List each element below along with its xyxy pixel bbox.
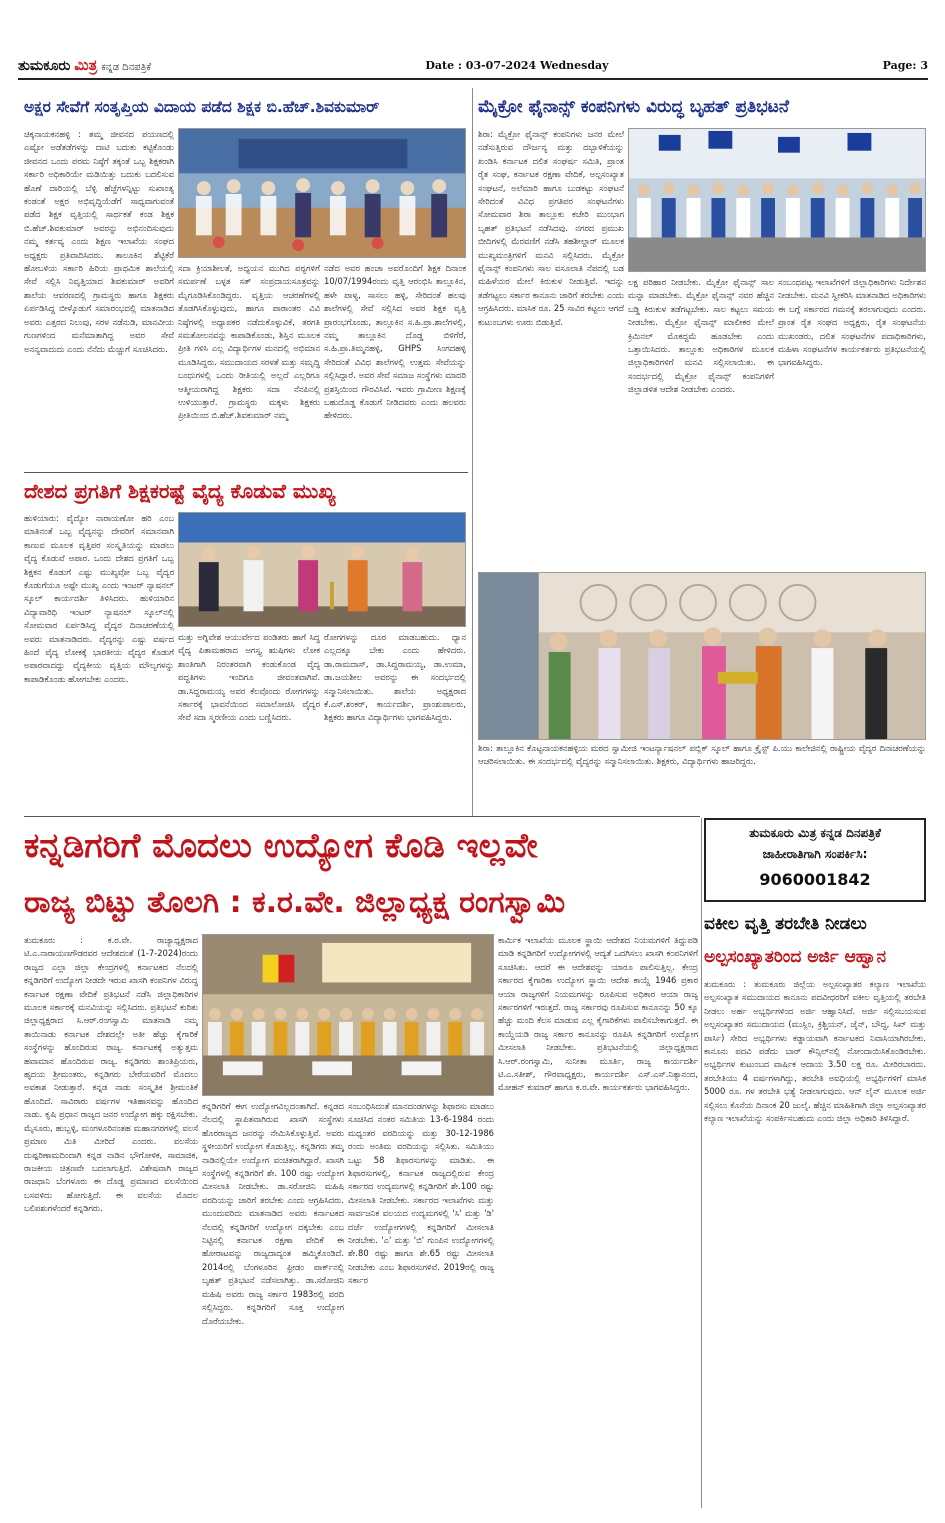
article4-headline-line1: ಕನ್ನಡಿಗರಿಗೆ ಮೊದಲು ಉದ್ಯೋಗ ಕೊಡಿ ಇಲ್ಲವೇ <box>24 826 538 866</box>
article3-caption: ಶಿರಾ: ತಾಲ್ಲೂಕಿನ ಕೊಟ್ಟನಾಯಕನಹಳ್ಳಿಯ ಮಠದ ಸ್ವಾಮೀಜಿ ಇಂಟರ್ನ್ಯಾಷನಲ್ ಪಬ್ಲಿಕ್ ಸ್ಕೂಲ್ ಹಾಗೂ ಕ್ರೈಸ್ಟ್ ಪಿ.ಯು ಕಾಲೇಜಿನಲ್ಲಿ ರಾಷ್ಟ್ರೀಯ ವೈದ್ಯರ ದಿನಾಚರಣೆಯನ್ನು ಆಚರಿಸಲಾಯಿತು. ಈ ಸಂದರ್ಭದಲ್ಲಿ ವೈದ್ಯರನ್ನು ಸನ್ಮಾನಿಸಲಾಯಿತು. ಶಿಕ್ಷಕರು, ವಿದ್ಯಾರ್ಥಿಗಳು ಹಾಜರಿದ್ದರು. <box>478 743 926 767</box>
article2-col1: ಹುಳಿಯಾರು: ವೈದ್ಯೋ ನಾರಾಯಣೋ ಹರಿ ಎಂಬ ಮಾತಿನಂತೆ ಒಬ್ಬ ವೈದ್ಯನನ್ನು ದೇವರಿಗೆ ಸಮಾನವಾಗಿ ಕಾಣುವ ಮೂಲಕ ವೃತ್ತಿಪರ ಸಂಸ್ಕೃತಿಯನ್ನು ಮಾಡಲು ವೈದ್ಯ ಕೊಡುವೆ ಅಪಾರ. ಒಂದು ದೇಶದ ಪ್ರಗತಿಗೆ ಒಬ್ಬ ಶಿಕ್ಷಕನ ಕೊಡುಗೆ ಎಷ್ಟು ಮುಖ್ಯವೋ ಒಬ್ಬ ವೈದ್ಯರ ಕೊಡುಗೆಯೂ ಅಷ್ಟೇ ಮುಖ್ಯ ಎಂದು ಇಂಟರ್ ನ್ಯಾಷನಲ್ ಸ್ಕೂಲ್ ಕಾರ್ಯದರ್ಶಿ ತಿಳಿಸಿದರು. ಹುಳಿಯಾರಿನ ವಿದ್ಯಾವಾರಿಧಿ ಇಂಟರ್ ನ್ಯಾಷನಲ್ ಸ್ಕೂಲ್‌ನಲ್ಲಿ ಸೋಮವಾರ ಏರ್ಪಡಿಸಿದ್ದ ವೈದ್ಯರ ದಿನಾಚರಣೆಯಲ್ಲಿ ಅವರು ಮಾತನಾಡಿದರು. ವೈದ್ಯರನ್ನು ಎಷ್ಟು ವರ್ಷದ ಹಿಂದೆ ವೈದ್ಯ ಲೋಕಕ್ಕೆ ಭಾರತೀಯ ವೈದ್ಯರ ಕೊಡುಗೆ ಅಪಾರವಾದದ್ದು ವೈದ್ಯಕೀಯ ವೃತ್ತಿಯ ಮೌಲ್ಯಗಳನ್ನು ಕಾಪಾಡಿಕೊಂಡು ಹೋಗಬೇಕು ಎಂದರು. <box>24 513 174 684</box>
column-divider-main <box>472 88 473 816</box>
article1-photo <box>178 128 466 258</box>
article2-headline: ದೇಶದ ಪ್ರಗತಿಗೆ ಶಿಕ್ಷಕರಷ್ಟೆ ವೈದ್ಯ ಕೊಡುವೆ ಮುಖ್ಯ <box>24 479 336 503</box>
karave-protest-photo-image <box>203 935 493 1095</box>
article3-col2: ಲಕ್ಷ ಪರಿಹಾರ ನೀಡಬೇಕು. ಮೈಕ್ರೋ ಫೈನಾನ್ಸ್ ಸಾಲ ಮನ್ನಾ ಮಾಡಬೇಕು. ಮೈಕ್ರೋ ಫೈನಾನ್ಸ್ ನವರ ಹೆಚ್ಚಿನ ಬಡ್ಡಿ ಕಿರುಕುಳ ತಡೆಗಟ್ಟಬೇಕು. ಸಾಲ ಕಟ್ಟಲು ಸಮಯ ನೀಡಬೇಕು. ಮೈಕ್ರೋ ಫೈನಾನ್ಸ್ ಮಾಲೀಕರ ಮೇಲೆ ಕ್ರಿಮಿನಲ್ ಮೊಕದ್ದಮೆ ಹೂಡಬೇಕು ಎಂದು ಒತ್ತಾಯಿಸಿದರು. ತಾಲ್ಲೂಕು ಅಧಿಕಾರಿಗಳ ಮೂಲಕ ಜಿಲ್ಲಾಧಿಕಾರಿಗಳಿಗೆ ಮನವಿ ಸಲ್ಲಿಸಲಾಯಿತು. ಈ ಸಂದರ್ಭದಲ್ಲಿ ಮೈಕ್ರೋ ಫೈನಾನ್ಸ್ ಕಂಪನಿಗಳಿಗೆ ಜಿಲ್ಲಾಡಳಿತ ಆದೇಶ ನೀಡಬೇಕು ಎಂದರು. <box>628 277 774 395</box>
article2-col2: ಮತ್ತು ಅಗ್ನಿವೇಶ ಆಯುರ್ವೇದ ಪಂಡಿತರು ಹಾಗೆ ಸಿದ್ಧ ವೈದ್ಯ ಪಿತಾಮಹರಾದ ಅಗಸ್ತ್ಯ ಋಷಿಗಳು ಲೋಕ ಶಾಂತಿಗಾಗಿ ನಿರಂತರವಾಗಿ ಕಂಡುಕೊಂಡ ವೈದ್ಯ ಪದ್ಧತಿಗಳು ಇಂದಿಗೂ ಜೀವಂತವಾಗಿವೆ. ಡಾ.ಸಿದ್ದರಾಮಯ್ಯ ಅವರ ಕೆಲವೊಂದು ರೋಗಗಳನ್ನು ಸರ್ಕಾರಕ್ಕೆ ಭಾವನೆಯಿಂದ ಸಮಾಲೋಚಿಸಿ ವೈದ್ಯರ ಸೇವೆ ಸದಾ ಸ್ಮರಣೀಯ ಎಂದು ಬಣ್ಣಿಸಿದರು. <box>178 632 320 723</box>
ad-line1: ತುಮಕೂರು ಮಿತ್ರ ಕನ್ನಡ ದಿನಪತ್ರಿಕೆ <box>749 826 881 840</box>
article4-col4: ಕಾರ್ಮಿಕ ಇಲಾಖೆಯ ಮೂಲಕ ಸ್ಥಾಯಿ ಆದೇಶದ ನಿಯಮಗಳಿಗೆ ತಿದ್ದುಪಡಿ ಮಾಡಿ ಕನ್ನಡಿಗರಿಗೆ ಉದ್ಯೋಗಗಳಲ್ಲಿ ಆದ್ಯತೆ ಒದಗಿಸಲು ಖಾಸಗಿ ಕಂಪನಿಗಳಿಗೆ ಸೂಚಿಸಿತು. ಆದರೆ ಈ ಆದೇಶವನ್ನು ಯಾರೂ ಪಾಲಿಸುತ್ತಿಲ್ಲ. ಕೇಂದ್ರ ಸರ್ಕಾರದ ಕೈಗಾರಿಕಾ ಉದ್ಯೋಗ ಸ್ಥಾಯಿ ಆದೇಶ ಕಾಯ್ದೆ 1946 ಪ್ರಕಾರ ಆಯಾ ರಾಜ್ಯಗಳಿಗೆ ನಿಯಮಗಳನ್ನು ರೂಪಿಸುವ ಅಧಿಕಾರ ಆಯಾ ರಾಜ್ಯ ಸರ್ಕಾರಗಳಿಗೆ ಇರುತ್ತದೆ. ರಾಜ್ಯ ಸರ್ಕಾರವು ರೂಪಿಸುವ ಕಾನೂನನ್ನು 50 ಕ್ಕೂ ಹೆಚ್ಚು ಮಂದಿ ಕೆಲಸ ಮಾಡುವ ಎಲ್ಲ ಕೈಗಾರಿಕೆಗಳು ಪಾಲಿಸಬೇಕಾಗುತ್ತದೆ. ಈ ಕಾಯ್ದೆಯಡಿ ರಾಜ್ಯ ಸರ್ಕಾರ ಕಾನೂನನ್ನು ರೂಪಿಸಿ ಕನ್ನಡಿಗರಿಗೆ ಉದ್ಯೋಗ ಮೀಸಲಾತಿ ನೀಡಬೇಕು. ಪ್ರತಿಭಟನೆಯಲ್ಲಿ ಜಿಲ್ಲಾಧ್ಯಕ್ಷರಾದ ಸಿ.ಆರ್.ರಂಗಸ್ವಾಮಿ, ಸುನೀತಾ ಮೂರ್ತಿ, ರಾಜ್ಯ ಕಾರ್ಯದರ್ಶಿ ಟಿ.ಎ.ಸತೀಶ್, ಗೌರವಾಧ್ಯಕ್ಷರು, ಕಾರ್ಯದರ್ಶಿ ಎಸ್.ಎಸ್.ನಿತ್ಯಾನಂದ, ಮೋಹನ್ ಕುಮಾರ್ ಹಾಗೂ ಕ.ರ.ವೇ. ಕಾರ್ಯಕರ್ತರು ಭಾಗವಹಿಸಿದ್ದರು. <box>498 935 698 1093</box>
article5-headline-line1: ವಕೀಲ ವೃತ್ತಿ ತರಬೇತಿ ನೀಡಲು <box>704 914 867 934</box>
page-number: Page: 3 <box>882 58 928 72</box>
advertisement-box <box>704 818 926 902</box>
article5-body: ತುಮಕೂರು : ತುಮಕೂರು ಜಿಲ್ಲೆಯ ಅಲ್ಪಸಂಖ್ಯಾತರ ಕಲ್ಯಾಣ ಇಲಾಖೆಯ ಅಲ್ಪಸಂಖ್ಯಾತ ಸಮುದಾಯದ ಕಾನೂನು ಪದವೀಧರರಿಗೆ ವಕೀಲ ವೃತ್ತಿಯಲ್ಲಿ ತರಬೇತಿ ನೀಡಲು ಅರ್ಹ ಅಭ್ಯರ್ಥಿಗಳಿಂದ ಅರ್ಜಿ ಆಹ್ವಾನಿಸಿದೆ. ಅರ್ಜಿ ಸಲ್ಲಿಸಬಯಸುವ ಅಲ್ಪಸಂಖ್ಯಾತರ ಸಮುದಾಯದ (ಮುಸ್ಲಿಂ, ಕ್ರಿಶ್ಚಿಯನ್, ಜೈನ್, ಬೌದ್ಧ, ಸಿಖ್ ಮತ್ತು ಪಾರ್ಸಿ) ಸೇರಿದ ಅಭ್ಯರ್ಥಿಗಳು ಕಡ್ಡಾಯವಾಗಿ ಕರ್ನಾಟಕದ ನಿವಾಸಿಯಾಗಿರಬೇಕು. ಕಾನೂನು ಪದವಿ ಪಡೆದು ಬಾರ್ ಕೌನ್ಸಿಲ್‌ನಲ್ಲಿ ನೋಂದಾಯಿಸಿಕೊಂಡಿರಬೇಕು. ಅಭ್ಯರ್ಥಿಗಳ ಕುಟುಂಬದ ವಾರ್ಷಿಕ ಆದಾಯ 3.50 ಲಕ್ಷ ರೂ. ಮೀರಿರಬಾರದು. ತರಬೇತಿಯು 4 ವರ್ಷಗಳಾಗಿದ್ದು, ತರಬೇತಿ ಅವಧಿಯಲ್ಲಿ ಅಭ್ಯರ್ಥಿಗಳಿಗೆ ಮಾಸಿಕ 5000 ರೂ. ಗಳ ತರಬೇತಿ ಭತ್ಯೆ ನೀಡಲಾಗುವುದು. ಆನ್ ಲೈನ್ ಮೂಲಕ ಅರ್ಜಿ ಸಲ್ಲಿಸಲು ಕೊನೆಯ ದಿನಾಂಕ 20 ಜುಲೈ. ಹೆಚ್ಚಿನ ಮಾಹಿತಿಗಾಗಿ ಜಿಲ್ಲಾ ಅಲ್ಪಸಂಖ್ಯಾತರ ಕಲ್ಯಾಣ ಇಲಾಖೆಯನ್ನು ಸಂಪರ್ಕಿಸಬಹುದು ಎಂದು ಜಿಲ್ಲಾ ಅಧಿಕಾರಿ ತಿಳಿಸಿದ್ದಾರೆ. <box>704 979 926 1124</box>
masthead <box>18 54 928 76</box>
article4-headline-line2: ರಾಜ್ಯ ಬಿಟ್ಟು ತೊಲಗಿ : ಕ.ರ.ವೇ. ಜಿಲ್ಲಾಧ್ಯಕ್ಷ ರಂಗಸ್ವಾಮಿ <box>24 885 566 920</box>
article2-col3: ರೋಗಗಳನ್ನು ದೂರ ಮಾಡಬಹುದು. ಧ್ಯಾನ ಎಲ್ಲದಕ್ಕೂ ಬೇಕು ಎಂದು ಹೇಳಿದರು. ಡಾ.ರಾಮದಾಸ್, ಡಾ.ಸಿದ್ದರಾಮಯ್ಯ, ಡಾ.ಉಮಾ, ಡಾ.ಜಯಶೀಲ ಅವರನ್ನು ಈ ಸಂದರ್ಭದಲ್ಲಿ ಸನ್ಮಾನಿಸಲಾಯಿತು. ಶಾಲೆಯ ಅಧ್ಯಕ್ಷರಾದ ಕೆ.ಎಸ್.ಶಂಕರ್, ಕಾರ್ಯದರ್ಶಿ, ಪ್ರಾಂಶುಪಾಲರು, ಶಿಕ್ಷಕರು ಹಾಗೂ ವಿದ್ಯಾರ್ಥಿಗಳು ಭಾಗವಹಿಸಿದ್ದರು. <box>324 632 466 723</box>
article4-col1: ತುಮಕೂರು : ಕ.ರ.ವೇ. ರಾಜ್ಯಾಧ್ಯಕ್ಷರಾದ ಟಿ.ಎ.ನಾರಾಯಣಗೌಡರವರ ಆದೇಶದಂತೆ (1-7-2024)ರಂದು ರಾಜ್ಯದ ಎಲ್ಲಾ ಜಿಲ್ಲಾ ಕೇಂದ್ರಗಳಲ್ಲಿ ಕರ್ನಾಟಕದ ನೆಲದಲ್ಲಿ ಕನ್ನಡಿಗರಿಗೆ ಉದ್ಯೋಗ ನೀಡದೇ ಇರುವ ಖಾಸಗಿ ಕಂಪನಿಗಳ ವಿರುದ್ಧ ಕರ್ನಾಟಕ ರಕ್ಷಣಾ ವೇದಿಕೆ ಪ್ರತಿಭಟನೆ ನಡೆಸಿ ಜಿಲ್ಲಾಧಿಕಾರಿಗಳ ಮೂಲಕ ಸರ್ಕಾರಕ್ಕೆ ಮನವಿಯನ್ನು ಸಲ್ಲಿಸಿದರು. ಪ್ರತಿಭಟನೆ ಕುರಿತು ಜಿಲ್ಲಾಧ್ಯಕ್ಷರಾದ ಸಿ.ಆರ್.ರಂಗಸ್ವಾಮಿ ಮಾತನಾಡಿ ನಮ್ಮ ತಾಯಿನಾಡು ಕರ್ನಾಟಕ ದೇಶದಲ್ಲೇ ಅತೀ ಹೆಚ್ಚು ಕೈಗಾರಿಕೆ ಸಂಸ್ಥೆಗಳನ್ನು ಹೊಂದಿರುವ ರಾಜ್ಯ. ಕರ್ನಾಟಕಕ್ಕೆ ಅತ್ಯುತ್ತಮ ಹವಾಮಾನ ಹೊಂದಿರುವ ರಾಜ್ಯ. ಕನ್ನಡಿಗರು ಶಾಂತಿಪ್ರಿಯರು, ಹೃದಯ ಶ್ರೀಮಂತರು, ಕನ್ನಡಿಗರು ಬೇರೆಯವರಿಗೆ ಮೊದಲು ಅವಕಾಶ ನೀಡುತ್ತಾರೆ. ಕನ್ನಡ ನಾಡು ಸಂಸ್ಕೃತಿಕ ಶ್ರೀಮಂತಿಕೆ ಹೊಂದಿದೆ. ಸಾವಿರಾರು ವರ್ಷಗಳ ಇತಿಹಾಸವನ್ನು ಹೊಂದಿದ ನಾಡು. ಕೃಷಿ ಪ್ರಧಾನ ರಾಜ್ಯದ ಜನರ ಉದ್ಯೋಗ ಹಕ್ಕು ರಕ್ಷಿಸಬೇಕು. ಮೈಸೂರು, ಹುಬ್ಬಳ್ಳಿ, ಮಂಗಳೂರಿನಂತಹ ಮಹಾನಗರಗಳಲ್ಲಿ ವಲಸೆ ಪ್ರಮಾಣ ಮಿತಿ ಮೀರಿದೆ ಎಂದರು. ವಲಸೆಯ ದುಷ್ಪರಿಣಾಮದಿಂದಾಗಿ ಕನ್ನಡ ನಾಡಿನ ಭೌಗೋಳಿಕ, ಸಾಮಾಜಿಕ, ರಾಜಕೀಯ ಚಿತ್ರಣವೇ ಬದಲಾಗುತ್ತಿದೆ. ವಿಶೇಷವಾಗಿ ರಾಜ್ಯದ ರಾಜಧಾನಿ ಬೆಂಗಳೂರು ಈ ದೊಡ್ಡ ಪ್ರಮಾಣದ ವಲಸೆಯಿಂದ ಬಸವಳಿದು ಹೋಗುತ್ತಿದೆ. ಈ ವಲಸೆಯ ಮೊದಲ ಬಲಿಪಶುಗಳೆಂದರೆ ಕನ್ನಡಿಗರು. <box>24 935 198 1214</box>
ad-line2: ಜಾಹೀರಾತಿಗಾಗಿ ಸಂಪರ್ಕಿಸಿ: <box>762 847 868 861</box>
doctors-day-photo-image <box>179 513 465 626</box>
article3-col1: ಶಿರಾ: ಮೈಕ್ರೋ ಫೈನಾನ್ಸ್ ಕಂಪನಿಗಳು ಜನರ ಮೇಲೆ ನಡೆಸುತ್ತಿರುವ ದೌರ್ಜನ್ಯ ಮತ್ತು ದಬ್ಬಾಳಿಕೆಯನ್ನು ಖಂಡಿಸಿ ಕರ್ನಾಟಕ ದಲಿತ ಸಂಘರ್ಷ ಸಮಿತಿ, ಪ್ರಾಂತ ರೈತ ಸಂಘ, ಕರ್ನಾಟಕ ರಕ್ಷಣಾ ವೇದಿಕೆ, ಅಲ್ಪಸಂಖ್ಯಾತ ಸಂಘಟನೆ, ಅಲೆಮಾರಿ ಹಾಗೂ ಬುಡಕಟ್ಟು ಸಂಘಟನೆ ಸೇರಿದಂತೆ ವಿವಿಧ ಪ್ರಗತಿಪರ ಸಂಘಟನೆಗಳು ಸೋಮವಾರ ಶಿರಾ ತಾಲ್ಲೂಕು ಕಚೇರಿ ಮುಂಭಾಗ ಬೃಹತ್ ಪ್ರತಿಭಟನೆ ನಡೆಸಿದವು. ನಗರದ ಪ್ರಮುಖ ಬೀದಿಗಳಲ್ಲಿ ಮೆರವಣಿಗೆ ನಡೆಸಿ ತಹಶೀಲ್ದಾರ್ ಮೂಲಕ ಮುಖ್ಯಮಂತ್ರಿಗಳಿಗೆ ಮನವಿ ಸಲ್ಲಿಸಿದರು. ಮೈಕ್ರೋ ಫೈನಾನ್ಸ್ ಕಂಪನಿಗಳು ಸಾಲ ವಸೂಲಾತಿ ನೆಪದಲ್ಲಿ ಬಡ ಮಹಿಳೆಯರ ಮೇಲೆ ಕಿರುಕುಳ ನೀಡುತ್ತಿವೆ. ಇದನ್ನು ತಡೆಗಟ್ಟಲು ಸರ್ಕಾರ ಕಾನೂನು ಜಾರಿಗೆ ತರಬೇಕು ಎಂದು ಆಗ್ರಹಿಸಿದರು. ಮಾಸಿಕ ರೂ. 25 ಸಾವಿರ ಕಟ್ಟಲು ಆಗದೆ ಕುಟುಂಬಗಳು ಊರು ಬಿಡುತ್ತಿವೆ. <box>478 129 624 327</box>
masthead-rule <box>18 78 928 80</box>
felicitation-photo-image <box>479 573 925 739</box>
article5-headline-line2: ಅಲ್ಪಸಂಖ್ಯಾತರಿಂದ ಅರ್ಜಿ ಆಹ್ವಾನ <box>704 947 887 967</box>
protest-march-photo-image <box>629 129 925 271</box>
issue-date: Date : 03-07-2024 Wednesday <box>425 58 609 72</box>
article4-col2: ಕನ್ನಡಿಗರಿಗೆ ಈಗ ಉದ್ಯೋಗವಿಲ್ಲದಂತಾಗಿದೆ. ಕನ್ನಡದ ನೆಲದಲ್ಲಿ ಸ್ಥಾಪಿತವಾಗಿರುವ ಖಾಸಗಿ ಸಂಸ್ಥೆಗಳು ಹೊರರಾಜ್ಯದ ಜನರನ್ನು ನೇಮಿಸಿಕೊಳ್ಳುತ್ತಿವೆ. ಅವರು ಸ್ಥಳೀಯರಿಗೆ ಉದ್ಯೋಗ ಕೊಡುತ್ತಿಲ್ಲ. ಕನ್ನಡಿಗರು ತಮ್ಮ ನಾಡಿನಲ್ಲಿಯೇ ಉದ್ಯೋಗ ವಂಚಿತರಾಗಿದ್ದಾರೆ. ಖಾಸಗಿ ಸಂಸ್ಥೆಗಳಲ್ಲಿ ಕನ್ನಡಿಗರಿಗೆ ಶೇ. 100 ರಷ್ಟು ಉದ್ಯೋಗ ಮೀಸಲಾತಿ ನೀಡಬೇಕು. ಡಾ.ಸರೋಜಿನಿ ಮಹಿಷಿ ವರದಿಯನ್ನು ಜಾರಿಗೆ ತರಬೇಕು ಎಂದು ಆಗ್ರಹಿಸಿದರು. ಮುಂದುವರಿದು ಮಾತನಾಡಿದ ಅವರು ಕರ್ನಾಟಕದ ನೆಲದಲ್ಲಿ ಕನ್ನಡಿಗರಿಗೆ ಉದ್ಯೋಗ ದಕ್ಕಬೇಕು ಎಂಬ ನಿಟ್ಟಿನಲ್ಲಿ ಕರ್ನಾಟಕ ರಕ್ಷಣಾ ವೇದಿಕೆ ಈ ಹೋರಾಟವನ್ನು ರಾಜ್ಯದಾದ್ಯಂತ ಹಮ್ಮಿಕೊಂಡಿದೆ. 2014ರಲ್ಲಿ ಬೆಂಗಳೂರಿನ ಫ್ರೀಡಂ ಪಾರ್ಕ್‌ನಲ್ಲಿ ಬೃಹತ್ ಪ್ರತಿಭಟನೆ ನಡೆಸಲಾಗಿತ್ತು. ಡಾ.ಸರೋಜಿನಿ ಮಹಿಷಿ ಅವರು ರಾಜ್ಯ ಸರ್ಕಾರ 1983ರಲ್ಲಿ ವರದಿ ಸಲ್ಲಿಸಿದ್ದರು. ಕನ್ನಡಿಗರಿಗೆ ಸೂಕ್ತ ಉದ್ಯೋಗ ದೊರೆಯಬೇಕು. <box>202 1101 344 1326</box>
article3-headline: ಮೈಕ್ರೋ ಫೈನಾನ್ಸ್ ಕಂಪನಿಗಳು ವಿರುದ್ಧ ಬೃಹತ್ ಪ್ರತಿಭಟನೆ <box>478 97 789 117</box>
article4-photo <box>202 934 494 1096</box>
article1-headline: ಅಕ್ಷರ ಸೇವೆಗೆ ಸಂತೃಪ್ತಿಯ ವಿದಾಯ ಪಡೆದ ಶಿಕ್ಷಕ ಬಿ.ಹೆಚ್.ಶಿವಕುಮಾರ್ <box>24 98 380 116</box>
article1-col2: ಸದಾ ಕ್ರಿಯಾಶೀಲತೆ, ಅಧ್ಯಯನ ಮುಗಿದ ಪಠ್ಯಗಳಿಗೆ ಸಮರ್ಪಣೆ ಬಳ್ಳತ ಸತ್ ಸಂಪ್ರದಾಯಸೂತ್ರವನ್ನು ಮೈಗೂಡಿಸಿಕೊಂಡಿದ್ದರು. ವೃತ್ತಿಯ ಆಚರಣೆಗಳಲ್ಲಿ ತೊಡಗಿಸಿಕೊಳ್ಳುವುದು, ಹಾಗೂ ಪಾಠಾಂತರ ವಿವಿ ನಿಷ್ಠೆಗಳಲ್ಲಿ ಅಧ್ಯಾಪಕರ ನಡೆದುಕೊಳ್ಳುವಿಕೆ, ತರಗತಿ ಸಮತೋಲನವನ್ನು ಕಾಪಾಡಿಕೊಂಡು, ಶಿಸ್ತಿನ ಮೂಲಕ ಪ್ರೀತಿ ಗಳಿಸಿ ಎಲ್ಲ ವಿದ್ಯಾರ್ಥಿಗಳ ಮನದಲ್ಲಿ ಅಭಿಮಾನ ಮೂಡಿಸಿದ್ದರು. ಸಮುದಾಯದ ಸರಳತೆ ಮತ್ತು ಸಮೃದ್ಧಿ ಬಂಧುಗಳಲ್ಲಿ ಒಂದು ರೀತಿಯಲ್ಲಿ ಅಲ್ಲದೆ ಎಲ್ಲರಿಗೂ ಆತ್ಮೀಯರಾಗಿದ್ದ ಶಿಕ್ಷಕರು ಸದಾ ನೆನಪಿನಲ್ಲಿ ಉಳಿಯುತ್ತಾರೆ. ಗ್ರಾಮಸ್ಥರು ಮಕ್ಕಳು ಶಿಕ್ಷಕರು ಪ್ರೀತಿಯಿಂದ ಬಿ.ಹೆಚ್.ಶಿವಕುಮಾರ್ ನಮ್ಮ <box>178 263 320 421</box>
article4-col3: ಸಂಬಂಧಿಸಿದಂತೆ ಮಾನದಂಡಗಳನ್ನು ಶಿಫಾರಸು ಮಾಡಲು ಸೂಚಿಸಿದ ನಂತರ ಸಮಿತಿಯ 13-6-1984 ರಂದು ಮಧ್ಯಂತರ ವರದಿಯನ್ನು ಮತ್ತು 30-12-1986 ರಂದು ಅಂತಿಮ ವರದಿಯನ್ನು ಸಲ್ಲಿಸಿತು. ಸಮಿತಿಯು ಒಟ್ಟು 58 ಶಿಫಾರಸುಗಳನ್ನು ಮಾಡಿತು. ಈ ಶಿಫಾರಸುಗಳಲ್ಲಿ, ಕರ್ನಾಟಕ ರಾಜ್ಯದಲ್ಲಿರುವ ಕೇಂದ್ರ ಸರ್ಕಾರದ ಉದ್ಯಮಗಳಲ್ಲಿ ಕನ್ನಡಿಗರಿಗೆ ಶೇ.100 ರಷ್ಟು ಮೀಸಲಾತಿ ನೀಡಬೇಕು. ಸರ್ಕಾರದ ಇಲಾಖೆಗಳು ಮತ್ತು ಸಾರ್ವಜನಿಕ ವಲಯದ ಉದ್ಯಮಗಳಲ್ಲಿ 'ಸಿ' ಮತ್ತು 'ಡಿ' ದರ್ಜೆ ಉದ್ಯೋಗಗಳಲ್ಲಿ ಕನ್ನಡಿಗರಿಗೆ ಮೀಸಲಾತಿ ನೀಡಬೇಕು. 'ಎ' ಮತ್ತು 'ಬಿ' ಗುಂಪಿನ ಉದ್ಯೋಗಗಳಲ್ಲಿ ಶೇ.80 ರಷ್ಟು ಹಾಗೂ ಶೇ.65 ರಷ್ಟು ಮೀಸಲಾತಿ ನೀಡಬೇಕು ಎಂಬ ಶಿಫಾರಸುಗಳಿವೆ. 2019ರಲ್ಲಿ ರಾಜ್ಯ ಸರ್ಕಾರ <box>348 1101 494 1286</box>
article3-photo-felicitation <box>478 572 926 740</box>
section-divider <box>24 816 700 817</box>
column-divider-bottom <box>701 818 702 1508</box>
brand-sub: ಕನ್ನಡ ದಿನಪತ್ರಿಕೆ <box>101 62 152 73</box>
article1-col3: ನಡೆದ ಅವರ ಹಂಚಾ ಅವರೊಂದಿಗೆ ಶಿಕ್ಷಕ ದಿನಾಂಕ 10/07/1994ರಂದು ವೃತ್ತಿ ಆರಂಭಿಸಿ ತಾಲ್ಲೂಕಿನ, ಹಳೇ ಪಾಳ್ಯ, ಸಾಸಲು ಹಳ್ಳಿ, ಸೇರಿದಂತೆ ಹಲವು ಶಾಲೆಗಳಲ್ಲಿ ಸೇವೆ ಸಲ್ಲಿಸಿದ ಅವರ ಶಿಕ್ಷಕ ವೃತ್ತಿ ಪ್ರಾರಂಭಗೊಂಡು, ತಾಲ್ಲೂಕಿನ ಸ.ಹಿ.ಪ್ರಾ.ಶಾಲೆಗಳಲ್ಲಿ, ನಮ್ಮ ತಾಲ್ಲೂಕಿನ ದೊಡ್ಡ ಬಿಳಿಗೆರೆ, ಸ.ಹಿ.ಪ್ರಾ.ತಿಮ್ಮನಹಳ್ಳಿ, GHPS ಸಿಂಗದಹಳ್ಳಿ ಸೇರಿದಂತೆ ವಿವಿಧ ಶಾಲೆಗಳಲ್ಲಿ ಉತ್ತಮ ಸೇವೆಯನ್ನು ಸಲ್ಲಿಸಿದ್ದಾರೆ. ಅವರ ಸೇವೆ ಸಮಾಜ ಸಂಸ್ಥೆಗಳು ಮಾದರಿ ಪ್ರಶಸ್ತಿಯಿಂದ ಗೌರವಿಸಿವೆ. ಇವರು ಗ್ರಾಮೀಣ ಶಿಕ್ಷಣಕ್ಕೆ ಬಹುದೊಡ್ಡ ಕೊಡುಗೆ ನೀಡಿದವರು ಎಂದು ಹಲವರು ಹೇಳಿದರು. <box>324 263 466 421</box>
brand-mitra: ಮಿತ್ರ <box>74 56 98 74</box>
teacher-farewell-photo-image <box>179 129 465 257</box>
article1-divider <box>24 472 468 473</box>
ad-phone: 9060001842 <box>759 870 871 889</box>
article2-photo <box>178 512 466 627</box>
brand-main: ತುಮಕೂರು <box>18 58 71 74</box>
brand-logo <box>18 56 151 74</box>
article3-photo-protest <box>628 128 926 272</box>
article3-col3: ಸಂಬಂಧಪಟ್ಟ ಇಲಾಖೆಗಳಿಗೆ ಜಿಲ್ಲಾಧಿಕಾರಿಗಳು ನಿರ್ದೇಶನ ನೀಡಬೇಕು. ಮನವಿ ಸ್ವೀಕರಿಸಿ ಮಾತನಾಡಿದ ಅಧಿಕಾರಿಗಳು ಈ ಬಗ್ಗೆ ಸರ್ಕಾರದ ಗಮನಕ್ಕೆ ತರಲಾಗುವುದು ಎಂದರು. ಪ್ರಾಂತ ರೈತ ಸಂಘದ ಅಧ್ಯಕ್ಷರು, ರೈತ ಸಂಘಟನೆಯ ಮುಖಂಡರು, ದಲಿತ ಸಂಘಟನೆಗಳ ಪದಾಧಿಕಾರಿಗಳು, ಮಹಿಳಾ ಸಂಘಟನೆಗಳ ಕಾರ್ಯಕರ್ತರು ಪ್ರತಿಭಟನೆಯಲ್ಲಿ ಭಾಗವಹಿಸಿದ್ದರು. <box>778 277 926 368</box>
article1-col1: ಚಿಕ್ಕನಾಯಕನಹಳ್ಳಿ : ತಮ್ಮ ಜೀವನದ ಪಯಣದಲ್ಲಿ ಎಷ್ಟೋ ಅಡೆತಡೆಗಳನ್ನು ದಾಟಿ ಬದುಕು ಕಟ್ಟಿಕೊಂಡು ಜೀವನದ ಒಂದು ಪರಮ ನಿಷ್ಠೆಗೆ ತಕ್ಕಂತೆ ಒಬ್ಬ ಶಿಕ್ಷಕರಾಗಿ ಸರ್ಕಾರಿ ಅಧಿಕಾರಿಯೇ ಮಡಿಯಿತ್ತು ಬದುಕು ಬದಲಿಸುವ ಹೊಣೆ ದಾರಿಯಲ್ಲಿ ಬೆಳ್ಳಿ ಹೆಜ್ಜೆಗಳನ್ನಿಟ್ಟು ಸುಖಾಂತ್ಯ ಕಂಡಂತೆ ಅಕ್ಷರ ಅಭಿವೃದ್ಧಿಯೆಡೆಗೆ ಸಾಧ್ಯವಾಗುವಂತೆ ಪಡೆದ ಶಿಕ್ಷಕ ವೃತ್ತಿಯಲ್ಲಿ ಸಾರ್ಥಕತೆ ಕಂಡ ಶಿಕ್ಷಕ ಬಿ.ಹೆಚ್.ಶಿವಕುಮಾರ್ ಅವರನ್ನು ಅಭಿನಂದಿಸುವುದು ನಮ್ಮ ಕರ್ತವ್ಯ ಎಂದು ಶಿಕ್ಷಣ ಇಲಾಖೆಯ ಸಂಘದ ಅಧ್ಯಕ್ಷರು ಪ್ರತಿವಾದಿಸಿದರು. ತಾಲೂಕಿನ ಶೆಟ್ಟಿಕೆರೆ ಹೋಬಳಿಯ ಸರ್ಕಾರಿ ಹಿರಿಯ ಪ್ರಾಥಮಿಕ ಶಾಲೆಯಲ್ಲಿ ಸೇವೆ ಸಲ್ಲಿಸಿ ನಿವೃತ್ತಿಯಾದ ಶಿವಕುಮಾರ್ ಅವರಿಗೆ ಶಾಲೆಯ ಆವರಣದಲ್ಲಿ ಗ್ರಾಮಸ್ಥರು ಹಾಗೂ ಶಿಕ್ಷಕರು ಏರ್ಪಡಿಸಿದ್ದ ಬೀಳ್ಕೊಡುಗೆ ಸಮಾರಂಭದಲ್ಲಿ ಮಾತನಾಡಿದ ಅವರು ಎತ್ತರದ ನಿಲುವು, ಸರಳ ನಡೆನುಡಿ, ಮಾನವೀಯ ಗುಣಗಳಿಂದ ಮನೆಮಾತಾಗಿದ್ದ ಅವರ ಸೇವೆ ಅನನ್ಯವಾದುದು ಎಂದು ನೆನೆದು ಮೆಚ್ಚುಗೆ ಸೂಚಿಸಿದರು. <box>24 129 174 354</box>
